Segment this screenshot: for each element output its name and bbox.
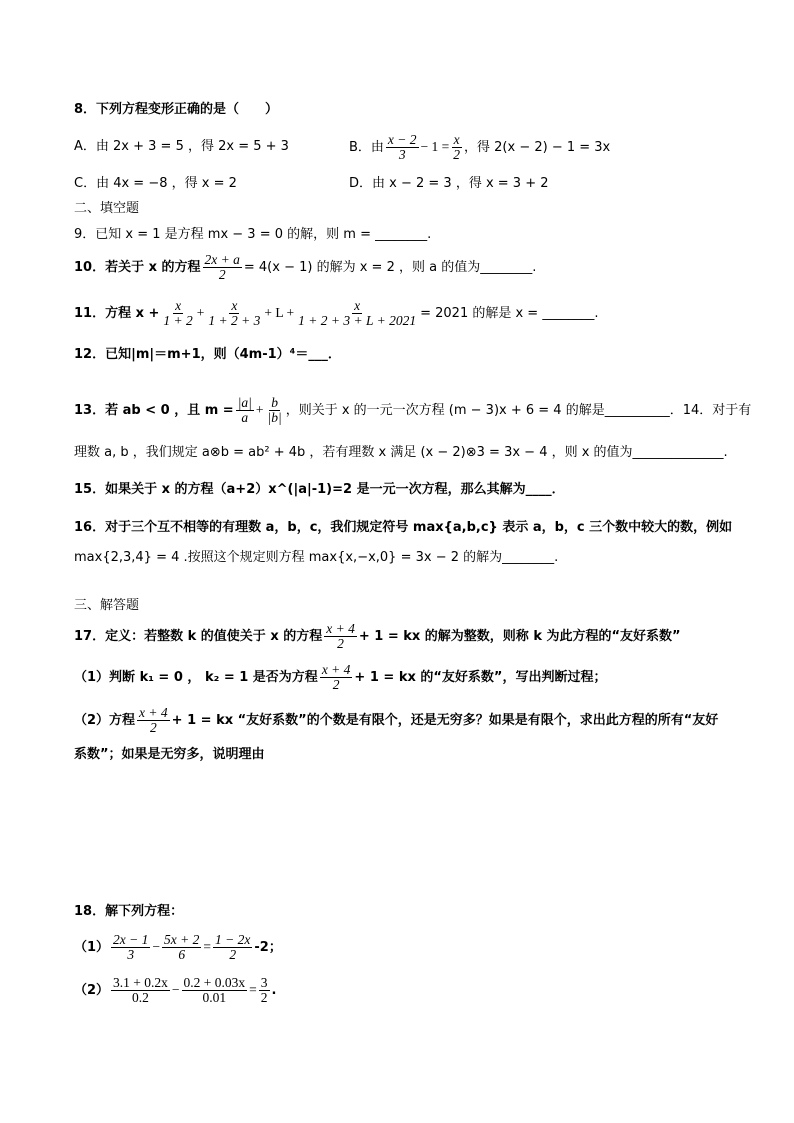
- q8-option-c: C．由 4x = −8 ，得 x = 2: [74, 176, 237, 191]
- fraction: [206, 299, 262, 328]
- fraction-numerator: 3: [260, 975, 268, 990]
- fraction-denominator: 2: [260, 990, 268, 1005]
- q16-line2: max{2,3,4} = 4 .按照这个规定则方程 max{x,−x,0} = 3x − 2 的解为________.: [74, 550, 559, 565]
- fraction: [213, 933, 252, 962]
- q10-suffix: = 4(x − 1) 的解为 x = 2 ，则 a 的值为________.: [243, 260, 537, 275]
- fraction: [182, 976, 248, 1005]
- fraction-denominator: 2: [229, 947, 237, 962]
- q11-prefix: 11．方程 x +: [74, 306, 160, 321]
- q12-text: 12．已知|m|＝m+1，则（4m-1）⁴＝___．: [74, 347, 341, 362]
- q18-part2: [74, 971, 277, 1010]
- fraction-denominator: 2: [149, 720, 157, 735]
- q18-part2-label: （2）: [74, 983, 110, 998]
- q18-part1-tail: -2；: [254, 940, 282, 955]
- fraction-numerator: 2x + a: [204, 252, 240, 267]
- fraction-denominator: 0.2: [132, 990, 149, 1005]
- q18-part1-minus: −: [152, 939, 161, 954]
- q17-prefix: 17．定义：若整数 k 的值使关于 x 的方程: [74, 629, 323, 644]
- fraction-numerator: x: [453, 132, 460, 147]
- fraction-numerator: x + 4: [326, 621, 355, 636]
- fraction-numerator: b: [271, 395, 278, 410]
- fraction-denominator: 3: [127, 947, 135, 962]
- fraction-denominator: a: [241, 410, 249, 425]
- q17-part1: [74, 661, 606, 695]
- fraction: [320, 663, 353, 692]
- fraction: [162, 933, 201, 962]
- fraction: [203, 253, 242, 282]
- fraction-denominator: 6: [178, 947, 186, 962]
- q10-prefix: 10．若关于 x 的方程: [74, 260, 201, 275]
- q13: [74, 390, 751, 431]
- q17-part1-prefix: （1）判断 k₁ = 0 ， k₂ = 1 是否为方程: [74, 670, 318, 685]
- q8-stem: 8．下列方程变形正确的是（ ）: [74, 102, 279, 117]
- q13-plus: +: [255, 402, 264, 417]
- fraction-denominator: |b|: [267, 410, 282, 425]
- fraction: [161, 299, 194, 328]
- q9-text: 9．已知 x = 1 是方程 mx − 3 = 0 的解，则 m = ________.: [74, 227, 432, 242]
- section-heading-fill-blank: 二、填空题: [74, 201, 140, 216]
- section-heading-solve: 三、解答题: [74, 598, 140, 613]
- q11-mid: + L +: [264, 305, 295, 320]
- q11: 11．方程 x + $\frac{x}{1 + 2}$ + $\frac{x}{1 + 2 + 3}$ + L + $\frac{x}{1 + 2 + 3 + L + 2021}$ = 2021 的解是 x = ________.: [74, 298, 599, 328]
- q18-part1: [74, 928, 282, 967]
- fraction-denominator: 1 + 2: [163, 313, 193, 328]
- q8-option-b-suffix: ，得 2(x − 2) − 1 = 3x: [464, 140, 611, 155]
- fraction: [266, 396, 284, 425]
- fraction: [386, 133, 419, 162]
- fraction-numerator: |a|: [237, 395, 252, 410]
- fraction: [111, 933, 150, 962]
- q18-part2-minus: −: [171, 982, 180, 997]
- q10: [74, 251, 536, 285]
- fraction-numerator: x: [354, 298, 361, 313]
- fraction: [236, 396, 254, 425]
- q8-option-b: [349, 130, 610, 165]
- q8-option-b-mid: − 1 =: [420, 139, 450, 154]
- q14-text: 理数 a, b ，我们规定 a⊗b = ab² + 4b ，若有理数 x 满足 (x − 2)⊗3 = 3x − 4 ，则 x 的值为______________.: [74, 445, 728, 460]
- q18-part1-label: （1）: [74, 940, 110, 955]
- fraction-denominator: 2: [332, 677, 340, 692]
- q13-suffix: ，则关于 x 的一元一次方程 (m − 3)x + 6 = 4 的解是__________．14．对于有: [285, 403, 752, 418]
- fraction-denominator: 2: [218, 267, 226, 282]
- q8-option-a: A．由 2x + 3 = 5 ，得 2x = 5 + 3: [74, 139, 289, 154]
- fraction-numerator: 5x + 2: [164, 932, 200, 947]
- q17-part1-suffix: + 1 = kx 的“友好系数”，写出判断过程；: [354, 670, 607, 685]
- fraction-numerator: x − 2: [387, 132, 417, 147]
- fraction-denominator: 1 + 2 + 3 + L + 2021: [298, 313, 417, 328]
- q16-line1: 16．对于三个互不相等的有理数 a，b，c，我们规定符号 max{a,b,c} 表示 a，b，c 三个数中较大的数，例如: [74, 520, 733, 535]
- q18-part2-tail: .: [271, 983, 277, 998]
- q18-stem: 18．解下列方程：: [74, 904, 184, 919]
- fraction-denominator: 2: [337, 636, 344, 651]
- fraction-numerator: x: [231, 298, 238, 313]
- fraction-denominator: 1 + 2 + 3: [208, 313, 261, 328]
- q17-part2: [74, 704, 718, 738]
- fraction-denominator: 0.01: [202, 990, 227, 1005]
- fraction-numerator: x + 4: [321, 662, 351, 677]
- fraction-numerator: 1 − 2x: [215, 932, 251, 947]
- q17-suffix: + 1 = kx 的解为整数，则称 k 为此方程的“友好系数”: [358, 629, 681, 644]
- q13-prefix: 13．若 ab < 0 ，且 m =: [74, 403, 234, 418]
- fraction-denominator: 2: [453, 147, 461, 162]
- q17-part2-suffix: + 1 = kx “友好系数”的个数是有限个，还是无穷多？如果是有限个，求出此方程的所有“友好: [171, 713, 719, 728]
- q11-suffix: = 2021 的解是 x = ________.: [420, 306, 599, 321]
- fraction: [137, 706, 170, 735]
- q8-option-b-prefix: B．由: [349, 140, 384, 155]
- q18-part1-equals: =: [203, 939, 212, 954]
- q15-text: 15．如果关于 x 的方程（a+2）x^(|a|-1)=2 是一元一次方程，那么其解为____．: [74, 482, 565, 497]
- fraction: [111, 976, 170, 1005]
- fraction: [451, 133, 462, 162]
- q17-part2-prefix: （2）方程: [74, 713, 136, 728]
- fraction-numerator: 3.1 + 0.2x: [113, 975, 168, 990]
- q17: [74, 620, 681, 654]
- fraction-denominator: 3: [398, 147, 406, 162]
- q17-part2-line2: 系数”；如果是无穷多，说明理由: [74, 747, 265, 762]
- fraction-numerator: x + 4: [139, 705, 168, 720]
- fraction-numerator: 2x − 1: [113, 932, 149, 947]
- fraction: [296, 299, 418, 328]
- fraction-numerator: 0.2 + 0.03x: [183, 975, 246, 990]
- fraction: [324, 622, 357, 651]
- q18-part2-equals: =: [249, 982, 257, 997]
- fraction: [259, 976, 270, 1005]
- fraction-numerator: x: [175, 298, 182, 313]
- q8-option-d: D．由 x − 2 = 3 ，得 x = 3 + 2: [349, 176, 549, 191]
